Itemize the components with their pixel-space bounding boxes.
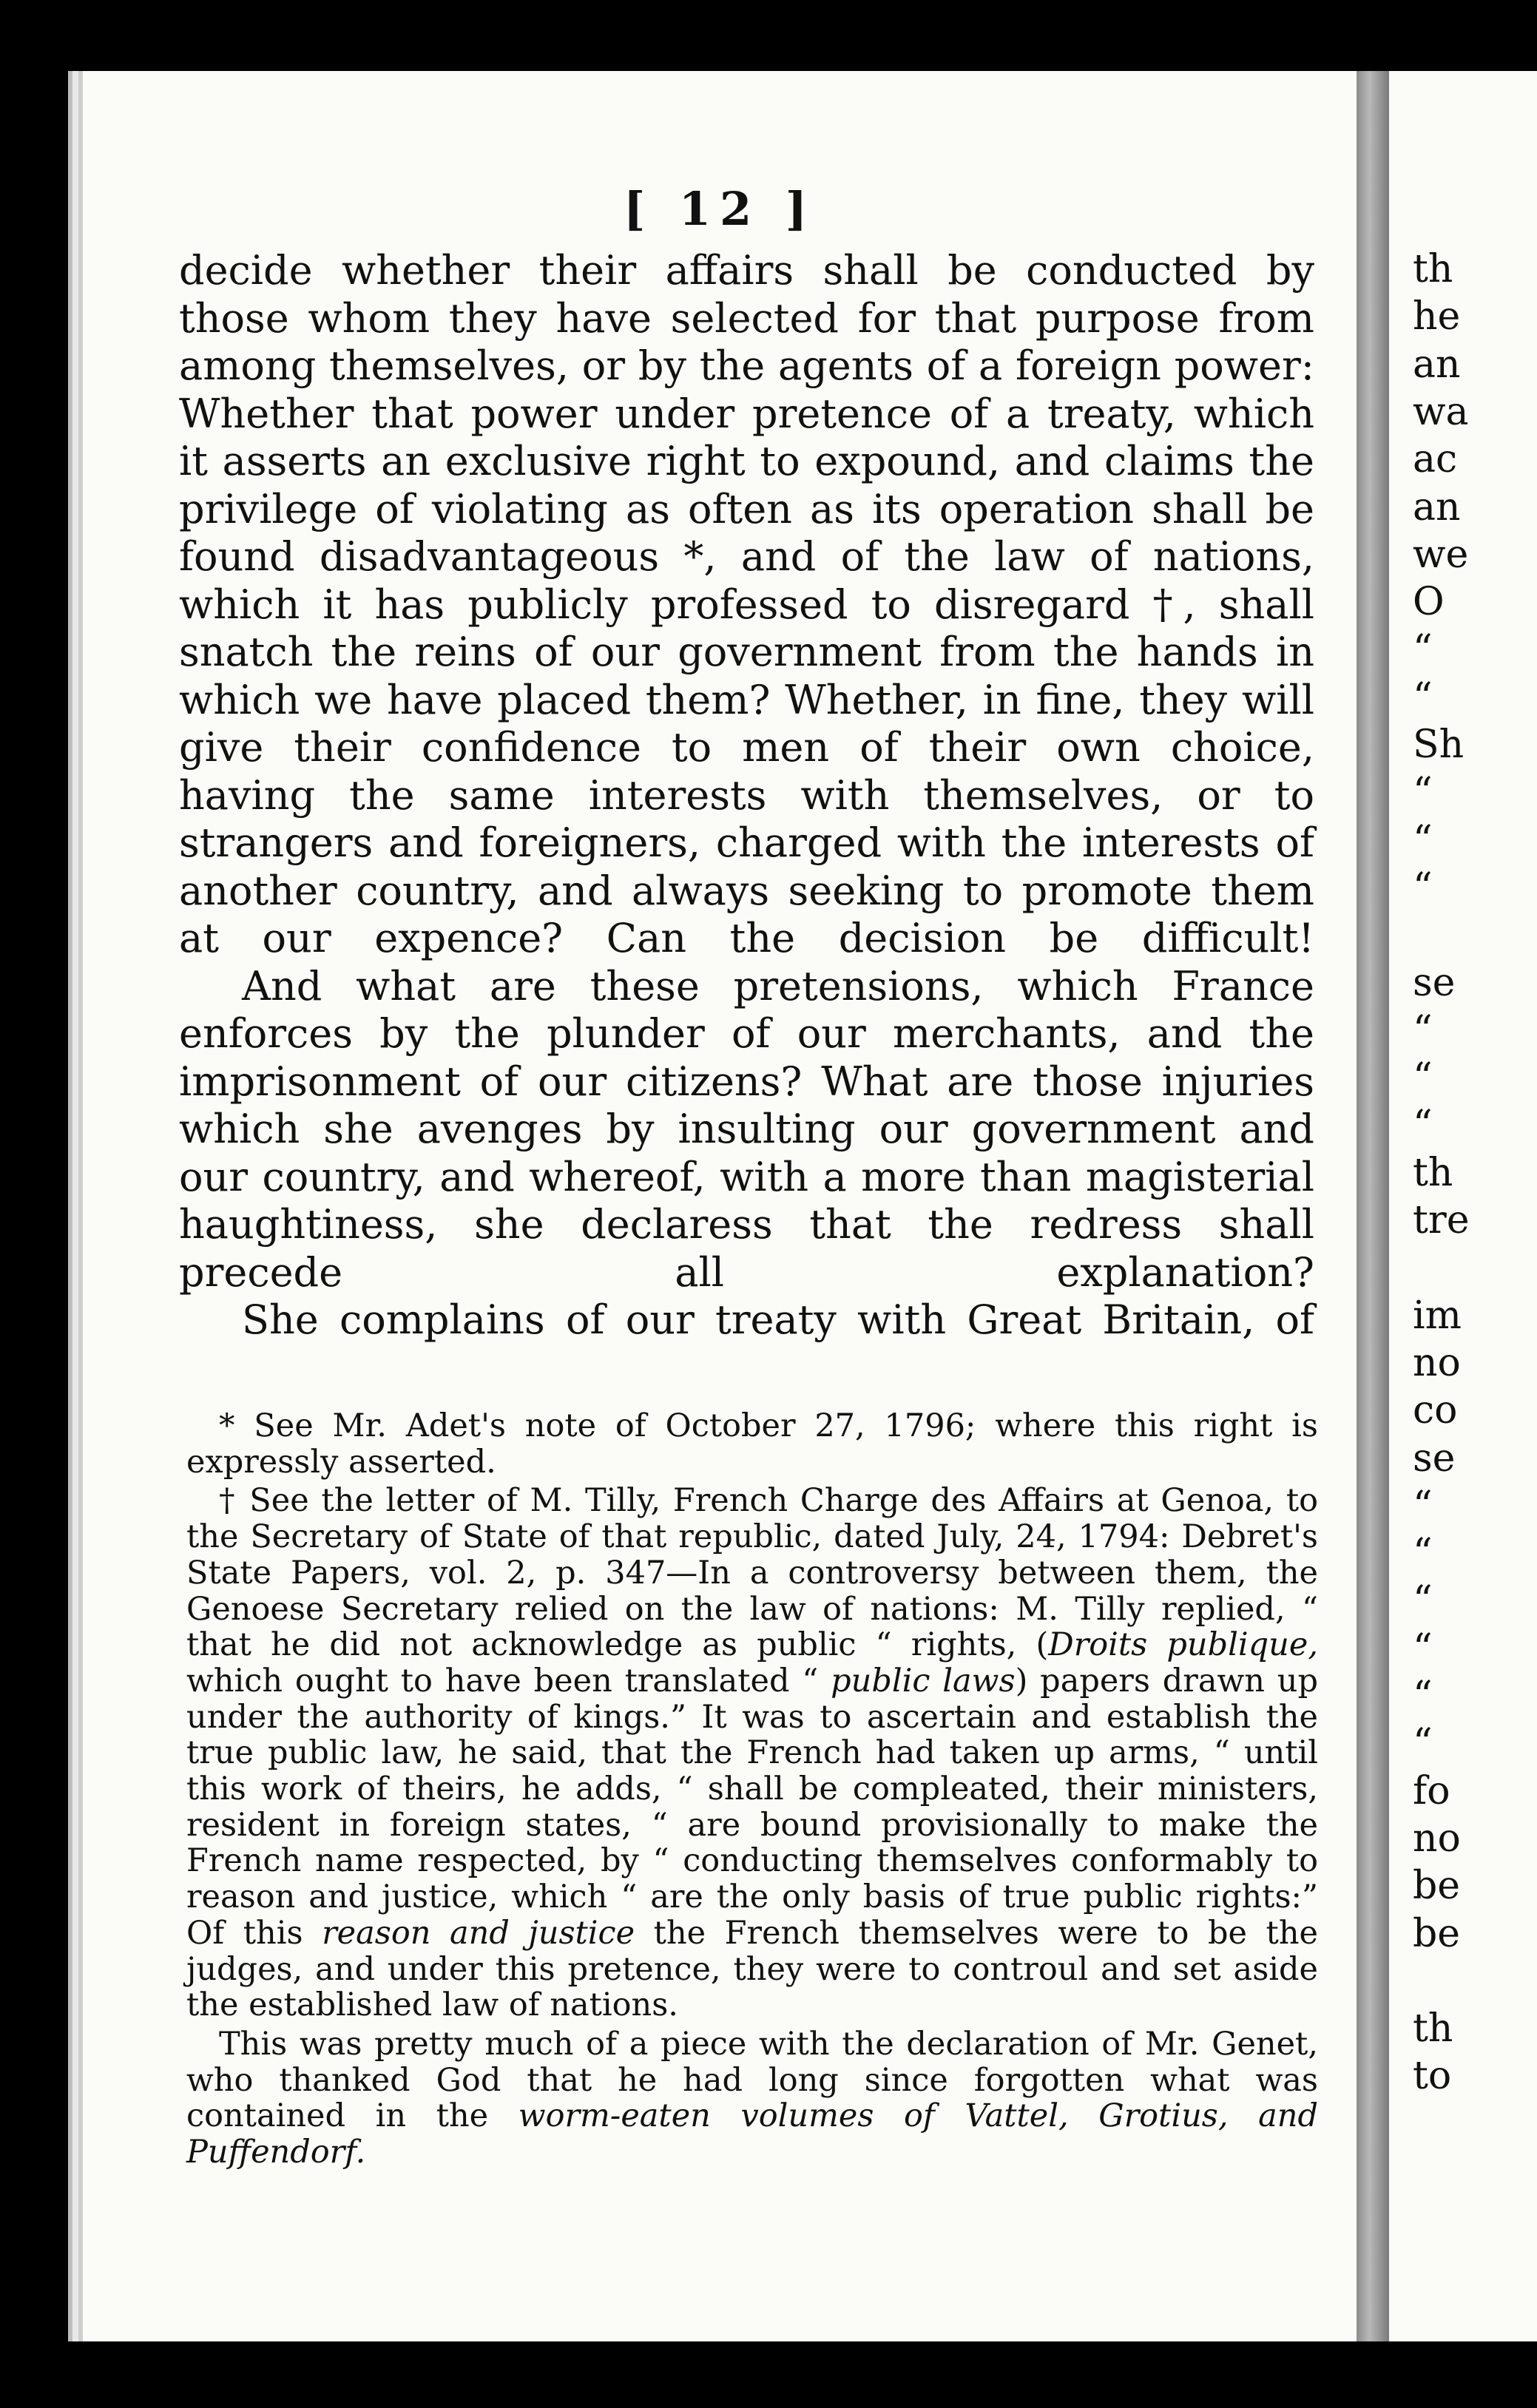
facing-line: “ — [1413, 627, 1433, 672]
footnote-asterisk: * See Mr. Adet's note of October 27, 1796; where this right is expressly asserted. — [186, 1407, 1318, 1481]
facing-line: “ — [1413, 1055, 1433, 1100]
facing-line: “ — [1413, 1531, 1433, 1576]
facing-page — [1389, 71, 1537, 2341]
facing-line: O — [1413, 580, 1445, 625]
facing-line: an — [1413, 484, 1461, 530]
left-page — [83, 71, 1357, 2341]
paragraph-1: decide whether their affairs shall be conducted by those whom they have selected for that purpose from among themselves, or by the agents of a foreign power: Whether that power under pretence of a treaty, which it asserts an exclusive right to expound, and claims the privilege of violating as often as its operation shall be found disadvantageous *, and of the law of nations, which it has publicly professed to disregard †, shall snatch the reins of our government from the hands in which we have placed them? Whether, in fine, they will give their confidence to men of their own choice, having the same interests with themselves, or to strangers and foreigners, charged with the interests of another country, and always seeking to promote them at our expence? Can the decision be difficult! — [179, 247, 1314, 961]
facing-line: no — [1413, 1816, 1461, 1861]
facing-line: be — [1413, 1864, 1461, 1909]
facing-line: “ — [1413, 1626, 1433, 1671]
footnotes — [186, 1408, 1318, 2171]
facing-line: “ — [1413, 770, 1433, 815]
facing-line: “ — [1413, 865, 1433, 910]
paragraph-2: And what are these pretensions, which France enforces by the plunder of our merchants, and the imprisonment of our citizens? What are those injuries which she avenges by insulting our government and our country, and whereof, with a more than magisterial haughtiness, she declaress that the redress shall precede all explanation? — [179, 962, 1314, 1296]
page-number: [ 12 ] — [623, 182, 817, 236]
facing-line: “ — [1413, 1578, 1433, 1623]
facing-line: “ — [1413, 1483, 1433, 1528]
page-gutter-edge — [1357, 71, 1389, 2341]
facing-line: th — [1413, 2006, 1453, 2052]
facing-line: to — [1413, 2054, 1452, 2099]
facing-line: Sh — [1413, 723, 1465, 767]
facing-line: im — [1413, 1293, 1462, 1338]
facing-line: se — [1413, 1435, 1456, 1481]
facing-line: no — [1413, 1340, 1461, 1385]
paragraph-3: She complains of our treaty with Great Britain, of — [242, 1296, 1314, 1343]
facing-line: co — [1413, 1388, 1458, 1433]
facing-line: “ — [1413, 1674, 1433, 1718]
facing-line: tre — [1413, 1198, 1470, 1242]
facing-line: he — [1413, 294, 1461, 339]
facing-line: ac — [1413, 437, 1458, 482]
main-text — [179, 247, 1314, 1345]
facing-line: “ — [1413, 817, 1433, 862]
facing-line: se — [1413, 960, 1456, 1005]
facing-line: wa — [1413, 389, 1469, 434]
facing-line: th — [1413, 247, 1453, 291]
footnote-genet: This was pretty much of a piece with the declaration of Mr. Genet, who thanked God that he had long since forgotten what was contained in the worm-eaten volumes of Vattel, Grotius, and Puffendorf. — [186, 2025, 1319, 2171]
facing-line: fo — [1413, 1768, 1450, 1813]
facing-line: “ — [1413, 1721, 1433, 1766]
facing-line: an — [1413, 342, 1461, 387]
facing-line: be — [1413, 1911, 1461, 1956]
facing-line: we — [1413, 532, 1469, 577]
footnote-dagger: † See the letter of M. Tilly, French Charge des Affairs at Genoa, to the Secretary of State of that republic, dated July, 24, 1794: Debret's State Papers, vol. 2, p. 347—In a controversy between them, the Genoese Secretary relied on the law of nations: M. Tilly replied, “ that he did not acknowledge as public “ rights, (Droits publique, which ought to have been translated “ public laws) papers drawn up under the authority of kings.” It was to ascertain and establish the true public law, he said, that the French had taken up arms, “ until this work of theirs, he adds, “ shall be compleated, their ministers, resident in foreign states, “ are bound provisionally to make the French name respected, by “ conducting themselves conformably to reason and justice, which “ are the only basis of true public rights:” Of this reason and justice the French themselves were to be the judges, and under this pretence, they were to controul and set aside the established law of nations. — [186, 1482, 1319, 2024]
facing-line: “ — [1413, 674, 1433, 720]
facing-line: th — [1413, 1150, 1453, 1195]
facing-line: “ — [1413, 1103, 1433, 1148]
facing-line: “ — [1413, 1007, 1433, 1052]
